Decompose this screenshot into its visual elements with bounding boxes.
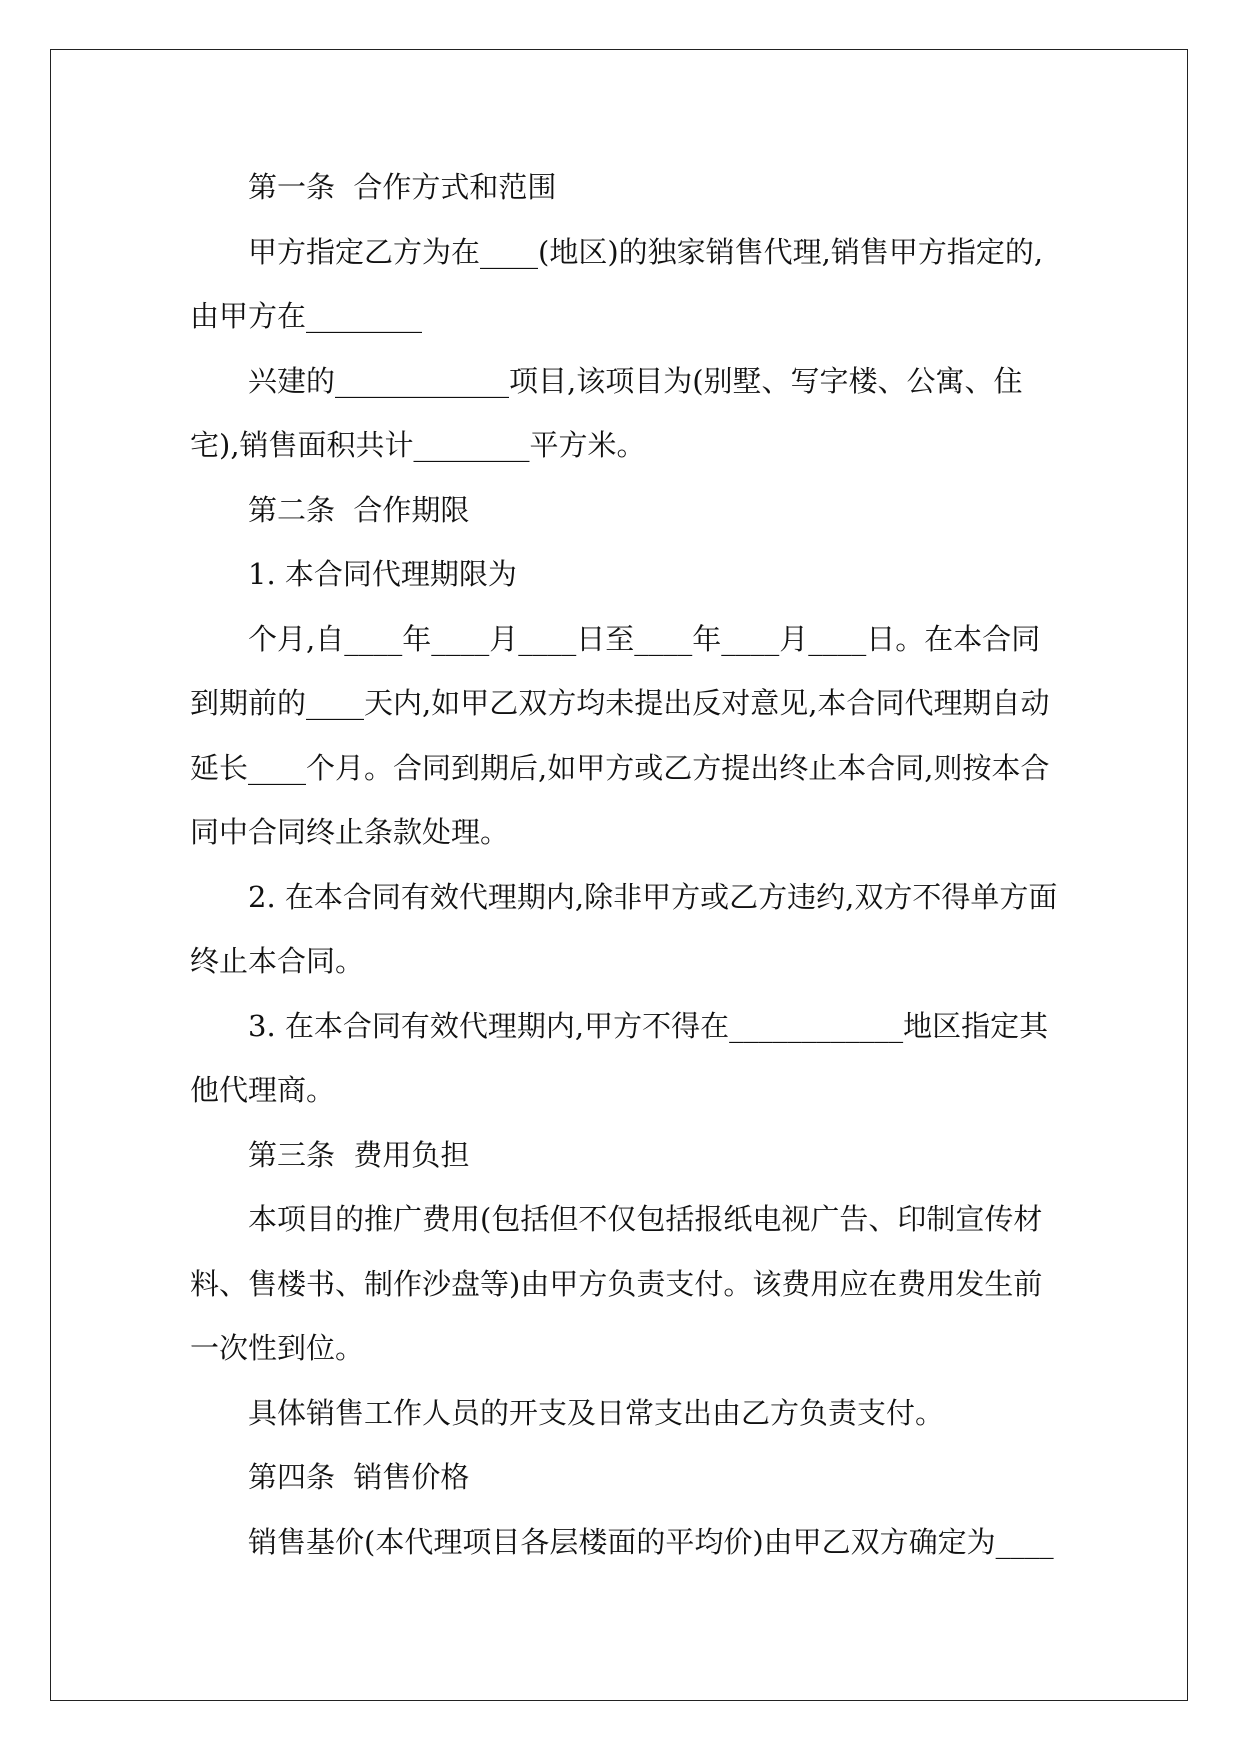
article-4-heading: 第四条 销售价格 [248, 1460, 470, 1494]
article-1-heading: 第一条 合作方式和范围 [248, 170, 557, 204]
article-2-clause-1-body: 个月,自____年____月____日至____年____月____日。在本合同到期前的____天内,如甲乙双方均未提出反对意见,本合同代理期自动延长____个月。合同到期后,如甲方或乙方提出终止本合同,则按本合同中合同终止条款处理。 [190, 621, 1050, 849]
article-1-paragraph-2: 兴建的____________项目,该项目为(别墅、写字楼、公寓、住宅),销售面积共计________平方米。 [190, 363, 1023, 462]
article-2-clause-3: 3. 在本合同有效代理期内,甲方不得在____________地区指定其他代理商。 [190, 1008, 1049, 1107]
article-1-paragraph-1: 甲方指定乙方为在____(地区)的独家销售代理,销售甲方指定的,由甲方在________ [190, 234, 1044, 333]
article-3-heading: 第三条 费用负担 [248, 1137, 470, 1172]
article-2-heading: 第二条 合作期限 [248, 492, 470, 527]
article-2-clause-1-intro: 1. 本合同代理期限为 [248, 557, 517, 591]
document-body [190, 155, 1060, 1574]
article-4-paragraph-1: 销售基价(本代理项目各层楼面的平均价)由甲乙双方确定为____ [248, 1524, 1054, 1559]
article-3-paragraph-2: 具体销售工作人员的开支及日常支出由乙方负责支付。 [248, 1395, 945, 1430]
article-2-clause-2: 2. 在本合同有效代理期内,除非甲方或乙方违约,双方不得单方面终止本合同。 [190, 879, 1058, 978]
article-3-paragraph-1: 本项目的推广费用(包括但不仅包括报纸电视广告、印制宣传材料、售楼书、制作沙盘等)由甲方负责支付。该费用应在费用发生前一次性到位。 [190, 1202, 1043, 1365]
